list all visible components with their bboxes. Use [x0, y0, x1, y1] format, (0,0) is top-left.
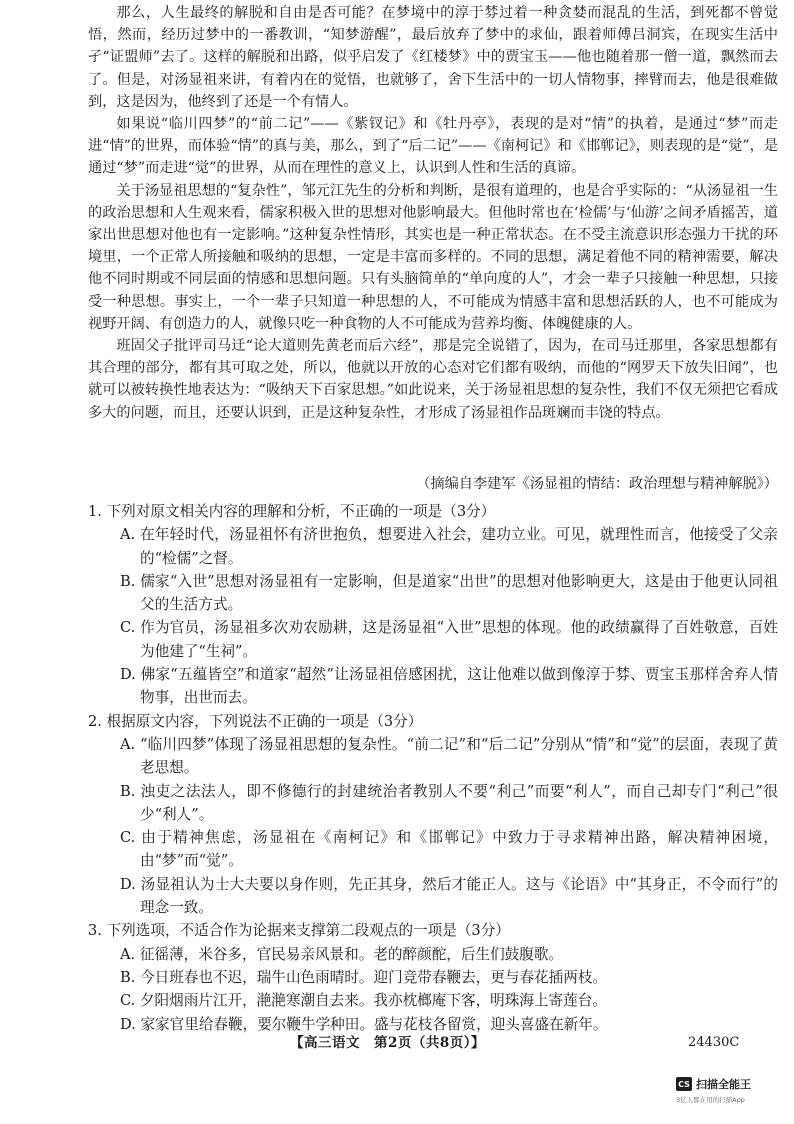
option-c: C. 作为官员，汤显祖多次劝农励耕，这是汤显祖“入世”思想的体现。他的政绩赢得了百姓敬意，百姓为他建了“生祠”。 [120, 619, 778, 660]
article-paragraph-3: 关于汤显祖思想的“复杂性”，邹元江先生的分析和判断，是很有道理的，也是合乎实际的：“从汤显祖一生的政治思想和人生观来看，儒家积极入世的思想对他影响最大。但他时常也在‘检儒’与‘仙游’之间矛盾摇苦，道家出世思想对他也有一定影响。”这种复杂性情形，其实也是一种正常状态。在不受主流意识形态强力干扰的环境里，一个正常人所接触和吸纳的思想，一定是丰富而多样的。不同的思想，满足着他不同的精神需要，解决他不同时期或不同层面的情感和思想问题。只有头脑简单的“单向度的人”，才会一辈子只接触一种思想，只接受一种思想。事实上，一个一辈子只知道一种思想的人，不可能成为情感丰富和思想活跃的人，也不可能成为视野开阔、有创造力的人，就像只吃一种食物的人不可能成为营养均衡、体魄健康的人。 [88, 182, 778, 332]
article-source: （摘编自李建军《汤显祖的情结：政治理想与精神解脱》） [416, 476, 778, 492]
article-paragraph-2: 如果说“临川四梦”的“前二记”——《紫钗记》和《牡丹亭》，表现的是对“情”的执着，是通过“梦”而走进“情”的世界，而体验“情”的真与美，那么，到了“后二记”——《南柯记》和《邯郸记》，则表现的是“觉”，是通过“梦”而走进“觉”的世界，从而在理性的意义上，认识到人性和生活的真谛。 [88, 116, 778, 177]
camscanner-logo-icon: CS [676, 1077, 692, 1091]
watermark-name: 扫描全能王 [696, 1078, 751, 1091]
article-paragraph-1: 那么，人生最终的解脱和自由是否可能？在梦境中的淳于棼过着一种贪婪而混乱的生活，到死都不曾觉悟，然而，经历过梦中的一番教训，“知梦游醒”，最后放弃了梦中的求仙，跟着师傅吕洞宾，在现实生活中孑“证盟师”去了。这样的解脱和出路，似乎启发了《红楼梦》中的贾宝玉——他也随着那一僧一道，飘然而去了。但是，对汤显祖来讲，有着内在的觉悟，也就够了，舍下生活中的一切人情物事，摔臂而去，他是很难做到，这是因为，他终到了还是一个有情人。 [88, 5, 778, 110]
article-body [88, 2, 778, 424]
question-1 [88, 500, 778, 710]
option-a: A. “临川四梦”体现了汤显祖思想的复杂性。“前二记”和“后二记”分别从“情”和“觉”的层面，表现了黄老思想。 [120, 735, 778, 777]
option-b: B. 浊吏之法法人，即不修德行的封建统治者教别人不要“利己”而要“利人”，而自己却专门“利己”很少“利人”。 [120, 782, 778, 823]
option-b: B. 儒家“入世”思想对汤显祖有一定影响，但是道家“出世”的思想对他影响更大，这是由于他更认同祖父的生活方式。 [120, 572, 778, 614]
option-a: A. 在年轻时代，汤显祖怀有济世抱负，想要进入社会，建功立业。可见，就理性而言，他接受了父亲的“检儒”之督。 [120, 526, 778, 567]
article-paragraph-4: 班固父子批评司马迁“论大道则先黄老而后六经”，那是完全说错了，因为，在司马迁那里，各家思想都有其合理的部分，都有其可取之处，所以，他就以开放的心态对它们都有吸纳，而他的“网罗天下放失旧闻”，也就可以被转换性地表达为：“吸纳天下百家思想。”如此说来，关于汤显祖思想的复杂性，我们不仅无须把它看成多大的问题，而且，还要认识到，正是这种复杂性，才形成了汤显祖作品斑斓而丰饶的特点。 [88, 338, 778, 421]
option-c: C. 由于精神焦虑，汤显祖在《南柯记》和《邯郸记》中致力于寻求精神出路，解决精神困境，由“梦”而“觉”。 [120, 829, 778, 870]
option-d: D. 家家官里给春鞭，要尔鞭牛学种田。盛与花枝各留赏，迎头喜盛在新年。 [120, 1015, 608, 1033]
option-d: D. 佛家“五蕴皆空”和道家“超然”让汤显祖倍感困扰，这让他难以做到像淳于棼、贾宝玉那样舍弃人情物事，出世而去。 [120, 666, 778, 707]
scanner-watermark [676, 1076, 751, 1092]
option-c: C. 夕阳烟雨片江开，滟滟寒潮自去来。我亦枕榔庵下客，明珠海上寄莲台。 [120, 992, 607, 1010]
option-a: A. 征徭薄，米谷多，官民易亲风景和。老的醉颜酡，后生们鼓腹歌。 [120, 945, 564, 963]
question-list [88, 500, 778, 1036]
option-b: B. 今日班春也不迟，瑞牛山色雨晴时。迎门竞带春鞭去，更与春花插两枝。 [120, 968, 608, 986]
question-stem: 2. 根据原文内容，下列说法不正确的一项是（3分） [88, 712, 423, 730]
question-stem: 1. 下列对原文相关内容的理解和分析，不正确的一项是（3分） [88, 503, 496, 520]
option-d: D. 汤显祖认为士大夫要以身作则，先正其身，然后才能正人。这与《论语》中“其身正，不令而行”的理念一致。 [120, 875, 778, 917]
question-stem: 3. 下列选项，不适合作为论据来支撑第二段观点的一项是（3分） [88, 922, 510, 940]
question-2 [88, 710, 778, 920]
watermark-subtitle: 3亿人都在用的扫描App [676, 1096, 745, 1104]
question-3 [88, 919, 778, 1035]
page-footer-label: 【高三语文 第2页（共8页）】 [290, 1035, 486, 1051]
exam-code: 24430C [688, 1035, 740, 1050]
